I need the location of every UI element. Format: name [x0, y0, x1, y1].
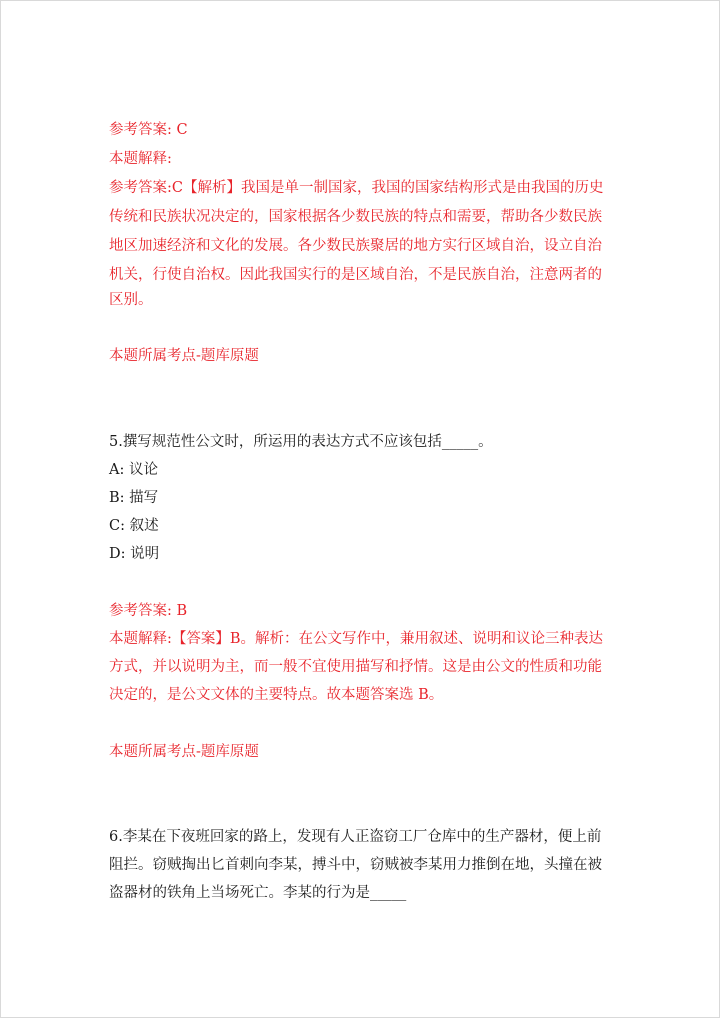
- q5-option-c: C: 叙述: [109, 518, 159, 534]
- q5-explanation-line: 决定的，是公文文体的主要特点。故本题答案选 B。: [109, 687, 444, 703]
- q4-source: 本题所属考点-题库原题: [109, 348, 259, 364]
- q6-question-line: 阻拦。窃贼掏出匕首刺向李某，搏斗中，窃贼被李某用力推倒在地，头撞在被: [109, 857, 602, 873]
- q5-question: 5.撰写规范性公文时，所运用的表达方式不应该包括_____。: [109, 434, 493, 450]
- q5-answer: 参考答案: B: [109, 603, 188, 619]
- q5-explanation-line: 本题解释:【答案】B。解析：在公文写作中，兼用叙述、说明和议论三种表达: [109, 631, 604, 647]
- q6-question-line: 6.李某在下夜班回家的路上，发现有人正盗窃工厂仓库中的生产器材，便上前: [109, 829, 602, 845]
- q5-source: 本题所属考点-题库原题: [109, 744, 259, 760]
- q5-option-b: B: 描写: [109, 490, 159, 506]
- q4-explanation-line: 传统和民族状况决定的，国家根据各少数民族的特点和需要，帮助各少数民族: [109, 209, 602, 225]
- q4-explanation-label: 本题解释:: [109, 151, 172, 167]
- q4-explanation-line: 参考答案:C【解析】我国是单一制国家，我国的国家结构形式是由我国的历史: [109, 180, 604, 196]
- q6-question-line: 盗器材的铁角上当场死亡。李某的行为是_____: [109, 885, 407, 901]
- q5-explanation-line: 方式，并以说明为主，而一般不宜使用描写和抒情。这是由公文的性质和功能: [109, 659, 602, 675]
- q5-option-a: A: 议论: [109, 462, 158, 478]
- q4-explanation-line: 区别。: [109, 292, 153, 308]
- q5-option-d: D: 说明: [109, 546, 160, 562]
- q4-explanation-line: 机关，行使自治权。因此我国实行的是区域自治，不是民族自治，注意两者的: [109, 267, 602, 283]
- q4-answer: 参考答案: C: [109, 122, 188, 138]
- q4-explanation-line: 地区加速经济和文化的发展。各少数民族聚居的地方实行区域自治，设立自治: [109, 238, 602, 254]
